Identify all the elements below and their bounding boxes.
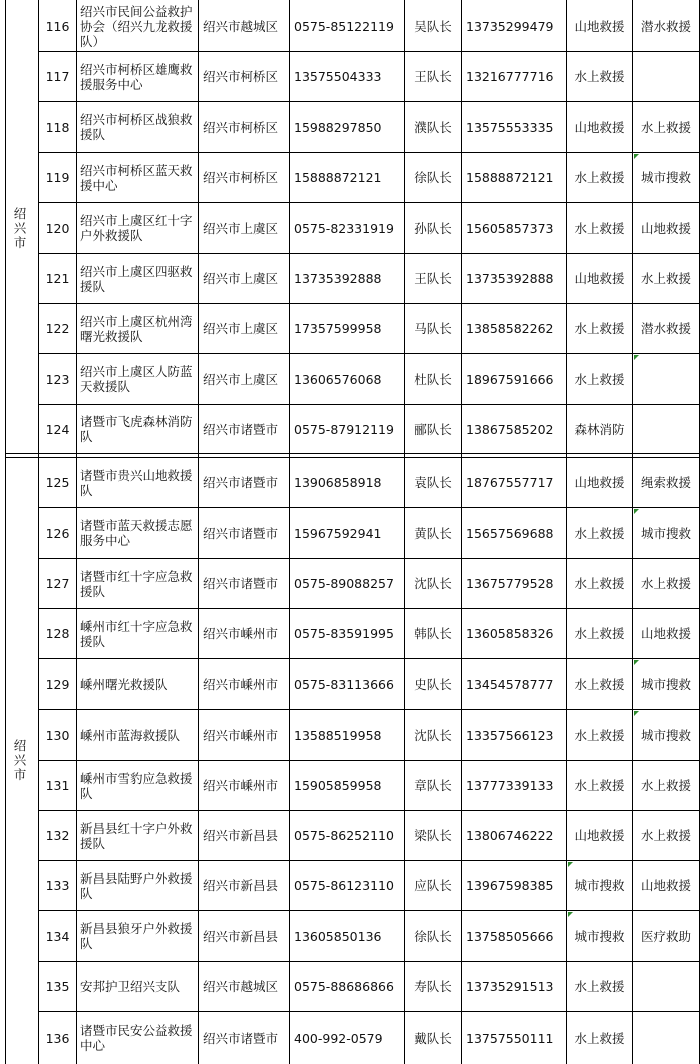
phone: 15967592941 <box>294 525 382 541</box>
region: 绍兴市越城区 <box>203 979 279 994</box>
cell-comment-marker <box>634 355 639 360</box>
team-name: 绍兴市柯桥区雄鹰救援服务中心 <box>80 61 193 92</box>
team-name: 诸暨市飞虎森林消防队 <box>80 414 193 444</box>
rescue-type-1: 水上救援 <box>574 525 625 541</box>
rescue-type-1: 城市搜救 <box>574 928 625 944</box>
team-name: 新昌县狼牙户外救援队 <box>80 921 193 951</box>
row-number: 116 <box>45 18 70 34</box>
leader: 郦队长 <box>414 421 452 437</box>
region: 绍兴市新昌县 <box>203 828 279 843</box>
row-number: 135 <box>45 979 70 994</box>
mobile: 18767557717 <box>466 475 554 490</box>
leader: 袁队长 <box>414 475 452 490</box>
row-number: 120 <box>45 220 70 236</box>
phone: 400-992-0579 <box>294 1030 383 1046</box>
phone: 17357599958 <box>294 321 382 336</box>
city-label-text: 绍兴市 <box>12 206 27 251</box>
leader: 王队长 <box>414 271 452 286</box>
rescue-type-1: 水上救援 <box>574 576 625 591</box>
mobile: 13758505666 <box>466 928 554 944</box>
region: 绍兴市诸暨市 <box>203 421 279 437</box>
team-name: 诸暨市民安公益救援中心 <box>80 1023 193 1053</box>
row-number: 134 <box>45 928 70 944</box>
team-name: 嵊州市雪豹应急救援队 <box>80 770 193 801</box>
leader: 王队长 <box>414 69 452 84</box>
leader: 韩队长 <box>414 626 452 641</box>
leader: 孙队长 <box>414 220 452 236</box>
rescue-type-1: 山地救援 <box>574 271 625 286</box>
cell-comment-marker <box>634 660 639 665</box>
phone: 0575-85122119 <box>294 18 394 34</box>
phone: 0575-87912119 <box>294 421 394 437</box>
rescue-type-1: 水上救援 <box>574 371 625 387</box>
phone: 13606576068 <box>294 371 382 387</box>
row-number: 118 <box>45 119 70 135</box>
phone: 15905859958 <box>294 778 382 793</box>
leader: 梁队长 <box>414 828 452 843</box>
team-name: 诸暨市红十字应急救援队 <box>80 568 193 599</box>
rescue-type-1: 水上救援 <box>574 676 625 692</box>
rescue-type-2: 绳索救援 <box>640 475 691 490</box>
phone: 0575-83113666 <box>294 676 394 692</box>
row-number: 119 <box>45 170 70 185</box>
cell-comment-marker <box>634 154 639 159</box>
mobile: 13735392888 <box>466 271 554 286</box>
rescue-type-1: 水上救援 <box>574 979 625 994</box>
phone: 0575-89088257 <box>294 576 394 591</box>
mobile: 13777339133 <box>466 778 554 793</box>
region: 绍兴市诸暨市 <box>203 525 279 541</box>
rescue-type-2 <box>633 962 699 1011</box>
phone: 0575-88686866 <box>294 979 394 994</box>
rescue-type-2: 水上救援 <box>640 828 691 843</box>
rescue-type-1: 水上救援 <box>574 626 625 641</box>
team-name: 新昌县红十字户外救援队 <box>80 820 193 851</box>
rescue-type-1: 水上救援 <box>574 727 625 743</box>
region: 绍兴市诸暨市 <box>203 1030 279 1046</box>
mobile: 13967598385 <box>466 878 554 893</box>
leader: 徐队长 <box>414 170 452 185</box>
rescue-type-2: 城市搜救 <box>640 727 691 743</box>
rescue-type-1: 水上救援 <box>574 1030 625 1046</box>
mobile: 13858582262 <box>466 321 554 336</box>
rescue-type-2: 山地救援 <box>640 220 691 236</box>
region: 绍兴市上虞区 <box>203 371 279 387</box>
leader: 沈队长 <box>414 576 452 591</box>
leader: 寿队长 <box>414 979 452 994</box>
team-name: 绍兴市上虞区红十字户外救援队 <box>80 213 193 243</box>
mobile: 13357566123 <box>466 727 554 743</box>
row-number: 125 <box>45 475 70 490</box>
rescue-type-1: 森林消防 <box>574 421 625 437</box>
section-divider <box>5 453 700 454</box>
leader: 濮队长 <box>414 119 452 135</box>
mobile: 13735299479 <box>466 18 554 34</box>
mobile: 13454578777 <box>466 676 554 692</box>
team-name: 绍兴市上虞区杭州湾曙光救援队 <box>80 313 193 344</box>
row-number: 127 <box>45 576 70 591</box>
leader: 戴队长 <box>414 1030 452 1046</box>
cell-comment-marker <box>634 509 639 514</box>
team-name: 嵊州曙光救援队 <box>80 676 168 692</box>
rescue-type-2: 山地救援 <box>640 626 691 641</box>
leader: 应队长 <box>414 878 452 893</box>
phone: 13575504333 <box>294 69 382 84</box>
mobile: 18967591666 <box>466 371 554 387</box>
rescue-type-1: 山地救援 <box>574 119 625 135</box>
mobile: 13757550111 <box>466 1030 554 1046</box>
team-name: 绍兴市民间公益救护协会（绍兴九龙救援队） <box>80 3 193 49</box>
region: 绍兴市诸暨市 <box>203 475 279 490</box>
rescue-type-1: 水上救援 <box>574 170 625 185</box>
cell-comment-marker <box>568 912 573 917</box>
rescue-type-1: 水上救援 <box>574 321 625 336</box>
rescue-type-1: 水上救援 <box>574 220 625 236</box>
leader: 章队长 <box>414 778 452 793</box>
rescue-type-1: 山地救援 <box>574 475 625 490</box>
rescue-type-2: 潜水救援 <box>640 18 691 34</box>
row-number: 129 <box>45 676 70 692</box>
rescue-type-1: 山地救援 <box>574 18 625 34</box>
cell-comment-marker <box>568 862 573 867</box>
mobile: 13216777716 <box>466 69 554 84</box>
phone: 0575-86252110 <box>294 828 394 843</box>
team-name: 绍兴市柯桥区战狼救援队 <box>80 112 193 142</box>
row-number: 133 <box>45 878 70 893</box>
region: 绍兴市柯桥区 <box>203 119 279 135</box>
row-number: 136 <box>45 1030 70 1046</box>
city-label-text: 绍兴市 <box>12 738 27 783</box>
rescue-type-2: 水上救援 <box>640 778 691 793</box>
mobile: 13675779528 <box>466 576 554 591</box>
region: 绍兴市诸暨市 <box>203 576 279 591</box>
team-name: 安邦护卫绍兴支队 <box>80 979 181 994</box>
team-name: 绍兴市上虞区人防蓝天救援队 <box>80 364 193 394</box>
leader: 史队长 <box>414 676 452 692</box>
region: 绍兴市嵊州市 <box>203 626 279 641</box>
team-name: 嵊州市蓝海救援队 <box>80 727 181 743</box>
row-number: 131 <box>45 778 70 793</box>
leader: 沈队长 <box>414 727 452 743</box>
team-name: 诸暨市蓝天救援志愿服务中心 <box>80 518 193 548</box>
rescue-type-2: 城市搜救 <box>640 676 691 692</box>
rescue-type-2: 城市搜救 <box>640 170 691 185</box>
region: 绍兴市新昌县 <box>203 928 279 944</box>
team-name: 新昌县陆野户外救援队 <box>80 870 193 901</box>
region: 绍兴市新昌县 <box>203 878 279 893</box>
mobile: 15605857373 <box>466 220 554 236</box>
rescue-type-1: 水上救援 <box>574 778 625 793</box>
region: 绍兴市上虞区 <box>203 220 279 236</box>
phone: 0575-86123110 <box>294 878 394 893</box>
row-number: 126 <box>45 525 70 541</box>
mobile: 13575553335 <box>466 119 554 135</box>
region: 绍兴市嵊州市 <box>203 727 279 743</box>
team-name: 诸暨市贵兴山地救援队 <box>80 467 193 498</box>
leader: 马队长 <box>414 321 452 336</box>
mobile: 15888872121 <box>466 170 554 185</box>
region: 绍兴市嵊州市 <box>203 778 279 793</box>
mobile: 13867585202 <box>466 421 554 437</box>
row-number: 122 <box>45 321 70 336</box>
rescue-type-2 <box>633 405 699 453</box>
leader: 吴队长 <box>414 18 452 34</box>
region: 绍兴市柯桥区 <box>203 170 279 185</box>
row-number: 123 <box>45 371 70 387</box>
phone: 13906858918 <box>294 475 382 490</box>
region: 绍兴市上虞区 <box>203 271 279 286</box>
mobile: 15657569688 <box>466 525 554 541</box>
phone: 13588519958 <box>294 727 382 743</box>
rescue-type-2: 医疗救助 <box>640 928 691 944</box>
rescue-type-1: 城市搜救 <box>574 878 625 893</box>
phone: 15988297850 <box>294 119 382 135</box>
rescue-type-1: 水上救援 <box>574 69 625 84</box>
phone: 15888872121 <box>294 170 382 185</box>
phone: 0575-83591995 <box>294 626 394 641</box>
mobile: 13735291513 <box>466 979 554 994</box>
row-number: 130 <box>45 727 70 743</box>
region: 绍兴市越城区 <box>203 18 279 34</box>
grid-vline <box>5 0 6 1064</box>
row-number: 132 <box>45 828 70 843</box>
row-number: 117 <box>45 69 70 84</box>
leader: 徐队长 <box>414 928 452 944</box>
phone: 13605850136 <box>294 928 382 944</box>
phone: 0575-82331919 <box>294 220 394 236</box>
region: 绍兴市上虞区 <box>203 321 279 336</box>
rescue-type-2 <box>633 52 699 101</box>
team-name: 绍兴市柯桥区蓝天救援中心 <box>80 162 193 193</box>
rescue-type-1: 山地救援 <box>574 828 625 843</box>
rescue-type-2: 水上救援 <box>640 119 691 135</box>
rescue-type-2: 城市搜救 <box>640 525 691 541</box>
row-number: 121 <box>45 271 70 286</box>
rescue-type-2: 水上救援 <box>640 576 691 591</box>
phone: 13735392888 <box>294 271 382 286</box>
team-name: 嵊州市红十字应急救援队 <box>80 618 193 649</box>
mobile: 13605858326 <box>466 626 554 641</box>
row-number: 128 <box>45 626 70 641</box>
region: 绍兴市嵊州市 <box>203 676 279 692</box>
leader: 杜队长 <box>414 371 452 387</box>
rescue-type-2: 水上救援 <box>640 271 691 286</box>
region: 绍兴市柯桥区 <box>203 69 279 84</box>
rescue-type-2: 山地救援 <box>640 878 691 893</box>
team-name: 绍兴市上虞区四驱救援队 <box>80 263 193 294</box>
rescue-type-2 <box>633 354 699 404</box>
cell-comment-marker <box>634 711 639 716</box>
rescue-type-2 <box>633 1012 699 1064</box>
row-number: 124 <box>45 421 70 437</box>
leader: 黄队长 <box>414 525 452 541</box>
rescue-type-2: 潜水救援 <box>640 321 691 336</box>
mobile: 13806746222 <box>466 828 554 843</box>
